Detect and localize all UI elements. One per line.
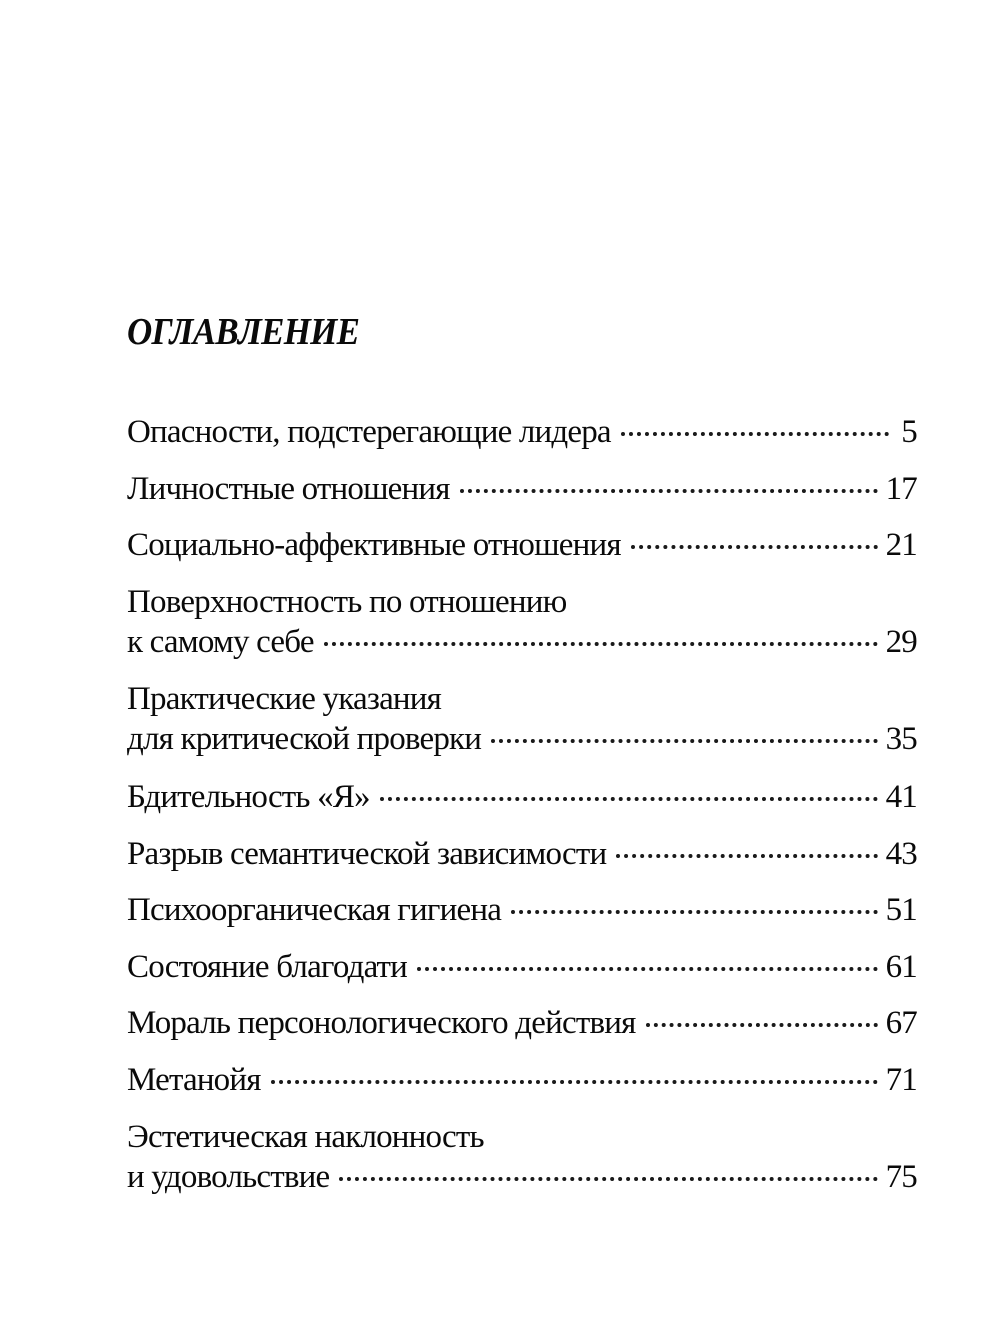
toc-page-number: 51 [885,892,917,928]
dot-leader [460,489,878,493]
toc-entry [127,777,917,817]
toc-entry-title: Социально-аффективные отношения [127,527,621,563]
dot-leader [646,1023,878,1027]
dot-leader [339,1177,877,1181]
toc-entry-title: Бдительность «Я» [127,779,370,815]
dot-leader [417,967,878,971]
toc-entry [127,947,917,987]
toc-entry-title-line-1: Практические указания [127,681,442,717]
toc-entry-title: Разрыв семантической зависимости [127,836,607,872]
toc-entry-title: Метанойя [127,1062,261,1098]
toc-entry-title-line-2: и удовольствие [127,1159,330,1195]
dot-leader [621,432,889,436]
dot-leader [324,642,878,646]
dot-leader [491,739,877,743]
dot-leader [271,1080,878,1084]
toc-page-number: 75 [885,1159,917,1195]
toc-entry-title: Личностные отношения [127,471,450,507]
dot-leader [631,545,878,549]
toc-entry [127,890,917,930]
toc-entry [127,412,917,452]
toc-entry-title: Мораль персонологического действия [127,1005,636,1041]
toc-entry [127,469,917,509]
toc-entry [127,1117,917,1197]
toc-page-number: 21 [885,527,917,563]
toc-entry-title: Состояние благодати [127,949,408,985]
toc-entry [127,679,917,759]
dot-leader [616,854,877,858]
page-title: ОГЛАВЛЕНИЕ [127,311,360,353]
dot-leader [380,797,878,801]
toc-entry-title-line-2: к самому себе [127,624,314,660]
toc-entry-title-line-2: для критической проверки [127,721,482,757]
toc-page-number: 43 [885,836,917,872]
toc-entry-title: Опасности, подстерегающие лидера [127,414,611,450]
toc-entry-title: Психоорганическая гигиена [127,892,502,928]
toc-entry [127,582,917,662]
toc-entry-title-line-1: Поверхностность по отношению [127,584,567,620]
toc-page-number: 67 [885,1005,917,1041]
toc-entry-title-line-1: Эстетическая наклонность [127,1119,484,1155]
toc-entry [127,525,917,565]
toc-page-number: 29 [885,624,917,660]
toc-page-number: 17 [885,471,917,507]
toc-entry [127,1060,917,1100]
toc-page-number: 5 [901,414,917,450]
toc-page-number: 61 [885,949,917,985]
toc-entry [127,1003,917,1043]
dot-leader [511,910,878,914]
toc-page-number: 35 [885,721,917,757]
toc-page-number: 71 [885,1062,917,1098]
toc-page-number: 41 [885,779,917,815]
toc-entry [127,834,917,874]
